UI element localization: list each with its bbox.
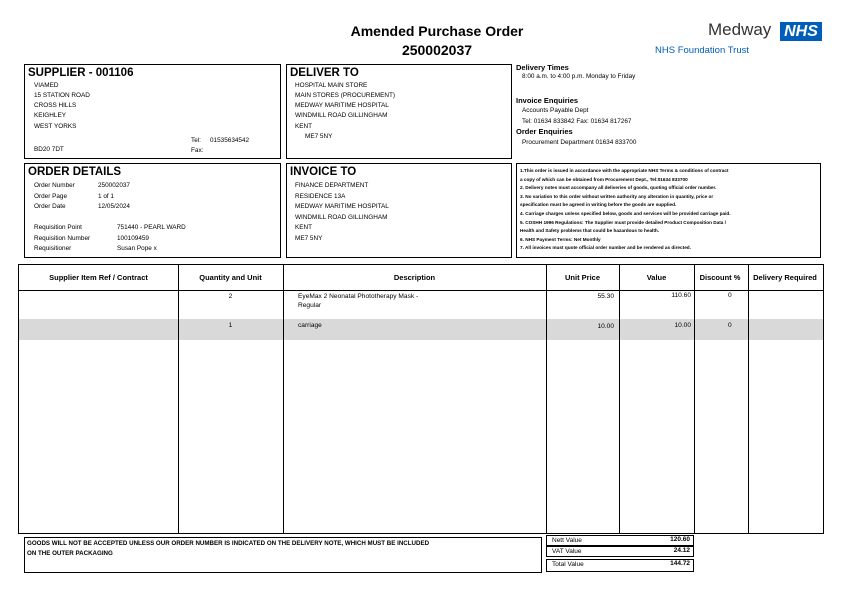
order-number-label: Order Number bbox=[34, 182, 75, 189]
row-value: 10.00 bbox=[674, 322, 691, 329]
deliver-line: MEDWAY MARITIME HOSPITAL bbox=[295, 102, 389, 109]
terms-line: a copy of which can be obtained from Procurement Dept., Tel:01634 833700 bbox=[520, 176, 688, 182]
nett-value-amount: 120.60 bbox=[670, 536, 690, 543]
delivery-notice-line2: ON THE OUTER PACKAGING bbox=[27, 550, 113, 557]
invoice-enquiries-dept: Accounts Payable Dept bbox=[522, 107, 589, 114]
column-divider bbox=[178, 265, 179, 533]
delivery-notice-box bbox=[24, 537, 542, 573]
order-date-value: 12/05/2024 bbox=[98, 203, 130, 210]
deliver-line: WINDMILL ROAD GILLINGHAM bbox=[295, 112, 388, 119]
column-header-ref: Supplier Item Ref / Contract bbox=[49, 272, 148, 282]
delivery-times-text: 8:00 a.m. to 4:00 p.m. Monday to Friday bbox=[522, 73, 636, 80]
delivery-times-heading: Delivery Times bbox=[516, 63, 569, 72]
total-value-row bbox=[546, 559, 694, 572]
document-title: Amended Purchase Order bbox=[350, 23, 524, 39]
row-discount: 0 bbox=[728, 292, 732, 299]
requisitioner-value: Susan Pope x bbox=[117, 245, 157, 252]
terms-line: 7. All invoices must quote official order number and be rendered as directed. bbox=[520, 245, 691, 251]
row-description: EyeMax 2 Neonatal Phototherapy Mask - bbox=[298, 293, 419, 300]
invoice-line: MEDWAY MARITIME HOSPITAL bbox=[295, 203, 389, 210]
order-number-title: 250002037 bbox=[401, 42, 473, 58]
order-page-value: 1 of 1 bbox=[98, 193, 114, 200]
nhs-logo: NHS bbox=[780, 22, 822, 41]
trust-name: NHS Foundation Trust bbox=[655, 45, 749, 56]
row-unit-price: 55.30 bbox=[597, 293, 614, 300]
requisition-point-value: 751440 - PEARL WARD bbox=[117, 224, 186, 231]
row-discount: 0 bbox=[728, 322, 732, 329]
order-details-box bbox=[24, 163, 281, 258]
terms-box bbox=[516, 163, 821, 258]
column-header-value: Value bbox=[646, 272, 667, 282]
supplier-heading: SUPPLIER - 001106 bbox=[28, 67, 134, 79]
supplier-box bbox=[24, 64, 281, 159]
terms-line: 6. NHS Payment Terms: Net Monthly bbox=[520, 236, 601, 242]
requisition-point-label: Requisition Point bbox=[34, 224, 82, 231]
order-enquiries-dept: Procurement Department 01634 833700 bbox=[522, 139, 637, 146]
supplier-tel-label: Tel: bbox=[191, 137, 201, 144]
invoice-enquiries-tel: Tel: 01634 833842 Fax: 01634 817267 bbox=[522, 118, 632, 125]
supplier-line: 15 STATION ROAD bbox=[34, 92, 90, 99]
deliver-to-heading: DELIVER TO bbox=[290, 67, 359, 79]
row-value: 110.60 bbox=[671, 292, 691, 299]
nett-value-row bbox=[546, 535, 694, 546]
invoice-line: RESIDENCE 13A bbox=[295, 193, 346, 200]
terms-line: Health and Safety problems that could be hazardous to health. bbox=[520, 228, 660, 234]
requisition-number-value: 100109459 bbox=[117, 235, 149, 242]
deliver-to-box bbox=[286, 64, 512, 159]
delivery-notice-line1: GOODS WILL NOT BE ACCEPTED UNLESS OUR ORDER NUMBER IS INDICATED ON THE DELIVERY NOTE, WHICH MUST BE INCLUDED bbox=[27, 540, 430, 547]
supplier-line: KEIGHLEY bbox=[34, 112, 66, 119]
deliver-line: MAIN STORES (PROCUREMENT) bbox=[295, 92, 396, 99]
order-page-label: Order Page bbox=[34, 193, 68, 200]
column-header-quantity: Quantity and Unit bbox=[199, 272, 262, 282]
supplier-line: VIAMED bbox=[34, 82, 59, 89]
invoice-line: WINDMILL ROAD GILLINGHAM bbox=[295, 214, 388, 221]
supplier-tel-value: 01535634542 bbox=[210, 137, 250, 144]
terms-line: 1.This order is issued in accordance with the appropriate NHS Terms & conditions of contract bbox=[520, 168, 729, 173]
column-divider bbox=[748, 265, 749, 533]
invoice-line: KENT bbox=[295, 224, 313, 231]
supplier-fax-label: Fax: bbox=[191, 147, 204, 154]
supplier-line: CROSS HILLS bbox=[34, 102, 77, 109]
total-value-label: Total Value bbox=[552, 561, 584, 568]
supplier-line: WEST YORKS bbox=[34, 123, 77, 130]
invoice-line: FINANCE DEPARTMENT bbox=[295, 182, 369, 189]
row-unit-price: 10.00 bbox=[597, 323, 614, 330]
invoice-enquiries-heading: Invoice Enquiries bbox=[516, 96, 579, 105]
table-header-divider bbox=[19, 290, 823, 291]
column-header-unit-price: Unit Price bbox=[564, 272, 600, 282]
table-row-shaded bbox=[19, 319, 823, 340]
vat-value-row bbox=[546, 546, 694, 557]
invoice-to-box bbox=[286, 163, 512, 258]
column-divider bbox=[619, 265, 620, 533]
medway-logo-text: Medway bbox=[708, 20, 772, 39]
invoice-to-heading: INVOICE TO bbox=[290, 166, 357, 178]
column-header-description: Description bbox=[393, 272, 436, 282]
column-divider bbox=[283, 265, 284, 533]
column-divider bbox=[694, 265, 695, 533]
order-number-value: 250002037 bbox=[98, 182, 130, 189]
deliver-line: ME7 5NY bbox=[305, 133, 333, 140]
requisition-number-label: Requisition Number bbox=[34, 235, 91, 242]
row-description: carriage bbox=[298, 322, 322, 329]
terms-line: 5. COSHH 1996 Regulations: The Supplier must provide detailed Product Composition Data / bbox=[520, 219, 727, 225]
order-date-label: Order Date bbox=[34, 203, 66, 210]
deliver-line: KENT bbox=[295, 123, 313, 130]
row-description-line2: Regular bbox=[298, 302, 322, 309]
terms-line: specification must be agreed in writing before the goods are supplied. bbox=[520, 202, 677, 208]
order-enquiries-heading: Order Enquiries bbox=[516, 127, 573, 136]
column-divider bbox=[546, 265, 547, 533]
row-quantity: 2 bbox=[228, 293, 233, 300]
vat-value-amount: 24.12 bbox=[673, 547, 690, 554]
total-value-amount: 144.72 bbox=[670, 560, 690, 567]
nett-value-label: Nett Value bbox=[552, 537, 582, 544]
terms-line: 4. Carriage charges unless specified below, goods and services will be provided carriage paid. bbox=[520, 211, 731, 216]
order-items-table bbox=[18, 264, 824, 534]
column-header-delivery: Delivery Required bbox=[753, 272, 817, 282]
column-header-discount: Discount % bbox=[699, 272, 741, 282]
order-details-heading: ORDER DETAILS bbox=[28, 166, 122, 178]
deliver-line: HOSPITAL MAIN STORE bbox=[295, 82, 368, 89]
row-quantity: 1 bbox=[228, 322, 233, 329]
invoice-line: ME7 5NY bbox=[295, 235, 323, 242]
supplier-postcode: BD20 7DT bbox=[34, 146, 64, 153]
requisitioner-label: Requisitioner bbox=[34, 245, 72, 252]
vat-value-label: VAT Value bbox=[552, 548, 582, 555]
terms-line: 3. No variation to this order without written authority any alteration in quantity, price or bbox=[520, 193, 714, 199]
terms-line: 2. Delivery notes must accompany all deliveries of goods, quoting official order number. bbox=[520, 185, 717, 191]
